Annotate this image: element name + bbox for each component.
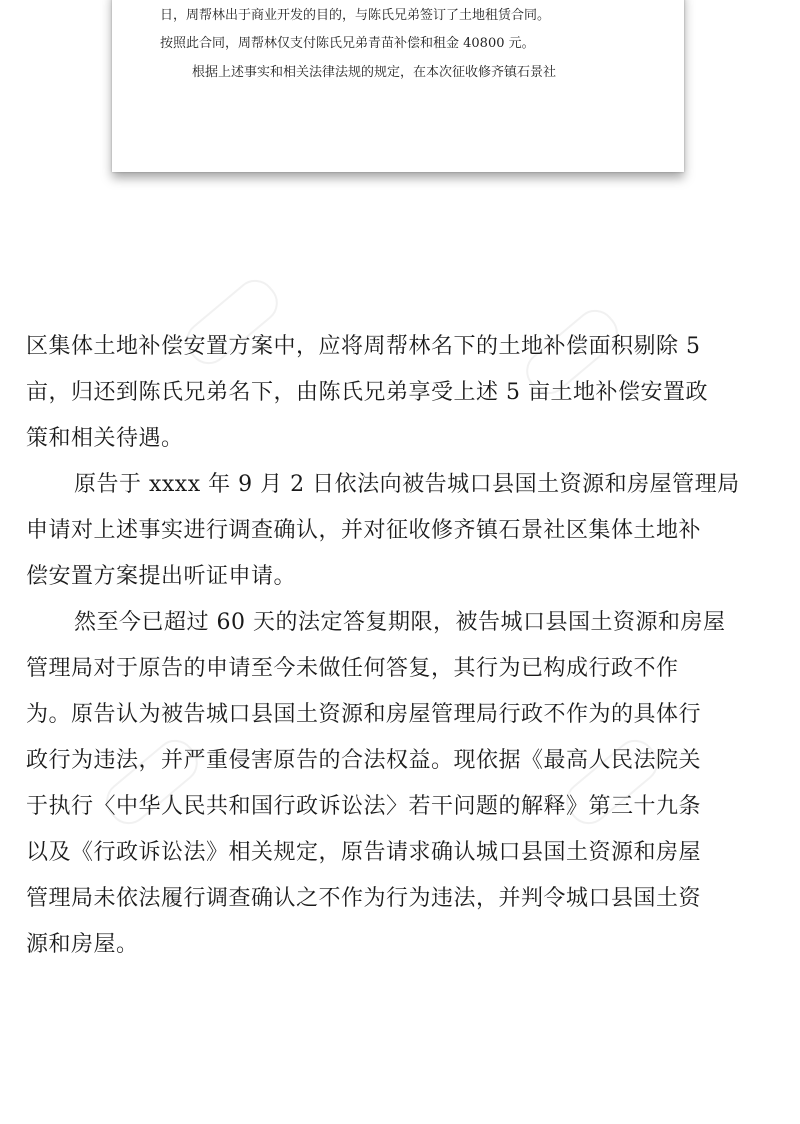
paragraph-line: 策和相关待遇。 (26, 426, 184, 451)
preview-text-line: 根据上述事实和相关法律法规的规定，在本次征收修齐镇石景社 (192, 65, 557, 80)
paragraph-line: 原告于 xxxx 年 9 月 2 日依法向被告城口县国土资源和房屋管理局 (74, 472, 740, 497)
paragraph-line: 为。原告认为被告城口县国土资源和房屋管理局行政不作为的具体行 (26, 702, 702, 727)
paragraph-line: 亩，归还到陈氏兄弟名下，由陈氏兄弟享受上述 5 亩土地补偿安置政 (26, 380, 708, 405)
page-preview-card (112, 0, 684, 172)
paragraph-line: 偿安置方案提出听证申请。 (26, 564, 297, 589)
paragraph-line: 源和房屋。 (26, 932, 139, 957)
preview-text-line: 按照此合同，周帮林仅支付陈氏兄弟青苗补偿和租金 40800 元。 (160, 36, 535, 51)
paragraph-line: 管理局对于原告的申请至今未做任何答复，其行为已构成行政不作 (26, 656, 679, 681)
document-body (26, 324, 778, 968)
preview-text-line: 日，周帮林出于商业开发的目的，与陈氏兄弟签订了土地租赁合同。 (160, 8, 551, 23)
paragraph-line: 管理局未依法履行调查确认之不作为行为违法，并判令城口县国土资 (26, 886, 702, 911)
paragraph-line: 然至今已超过 60 天的法定答复期限，被告城口县国土资源和房屋 (74, 610, 726, 635)
paragraph-line: 区集体土地补偿安置方案中，应将周帮林名下的土地补偿面积剔除 5 (26, 334, 701, 359)
paragraph-line: 以及《行政诉讼法》相关规定，原告请求确认城口县国土资源和房屋 (26, 840, 702, 865)
paragraph-line: 申请对上述事实进行调查确认，并对征收修齐镇石景社区集体土地补 (26, 518, 702, 543)
paragraph-line: 于执行〈中华人民共和国行政诉讼法〉若干问题的解释》第三十九条 (26, 794, 702, 819)
paragraph-line: 政行为违法，并严重侵害原告的合法权益。现依据《最高人民法院关 (26, 748, 702, 773)
